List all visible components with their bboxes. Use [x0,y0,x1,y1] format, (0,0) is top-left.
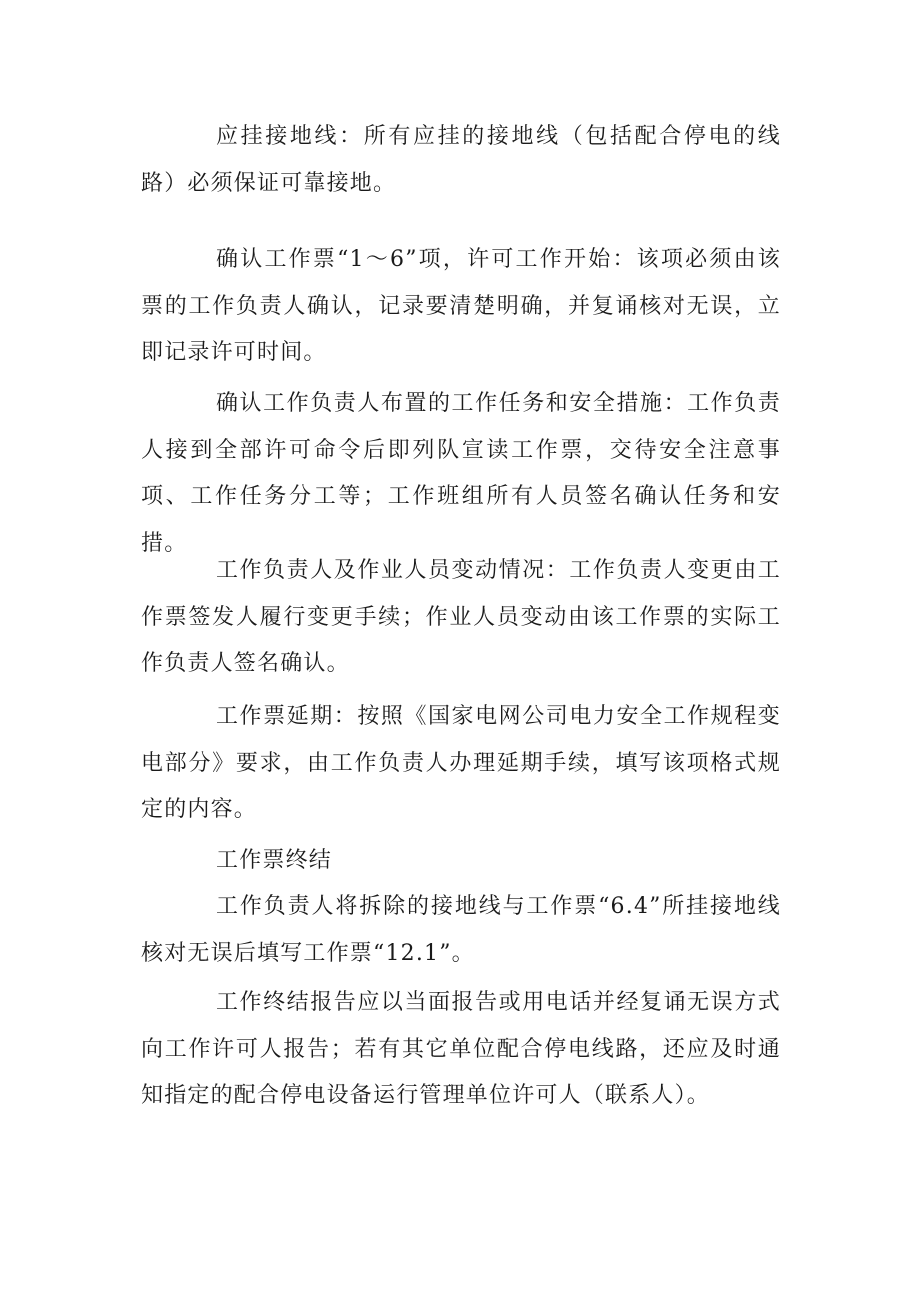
paragraph-permit-extension: 工作票延期：按照《国家电网公司电力安全工作规程变电部分》要求，由工作负责人办理延期手续，填写该项格式规定的内容。 [141,704,781,822]
paragraph-verify-grounding-removal: 工作负责人将拆除的接地线与工作票“6.4”所挂接地线核对无误后填写工作票“12.1”。 [141,894,781,966]
paragraph-confirm-permit: 确认工作票“1～6”项，许可工作开始：该项必须由该票的工作负责人确认，记录要清楚明确，并复诵核对无误，立即记录许可时间。 [141,247,781,365]
paragraph-confirm-tasks-safety: 确认工作负责人布置的工作任务和安全措施：工作负责人接到全部许可命令后即列队宣读工作票，交待安全注意事项、工作任务分工等；工作班组所有人员签名确认任务和安措。 [141,391,781,556]
paragraph-personnel-changes: 工作负责人及作业人员变动情况：工作负责人变更由工作票签发人履行变更手续；作业人员变动由该工作票的实际工作负责人签名确认。 [141,558,781,676]
paragraph-permit-termination-heading: 工作票终结 [216,848,333,873]
paragraph-termination-report: 工作终结报告应以当面报告或用电话并经复诵无误方式向工作许可人报告；若有其它单位配合停电线路，还应及时通知指定的配合停电设备运行管理单位许可人（联系人）。 [141,990,781,1108]
paragraph-grounding-lines: 应挂接地线：所有应挂的接地线（包括配合停电的线路）必须保证可靠接地。 [141,124,781,196]
